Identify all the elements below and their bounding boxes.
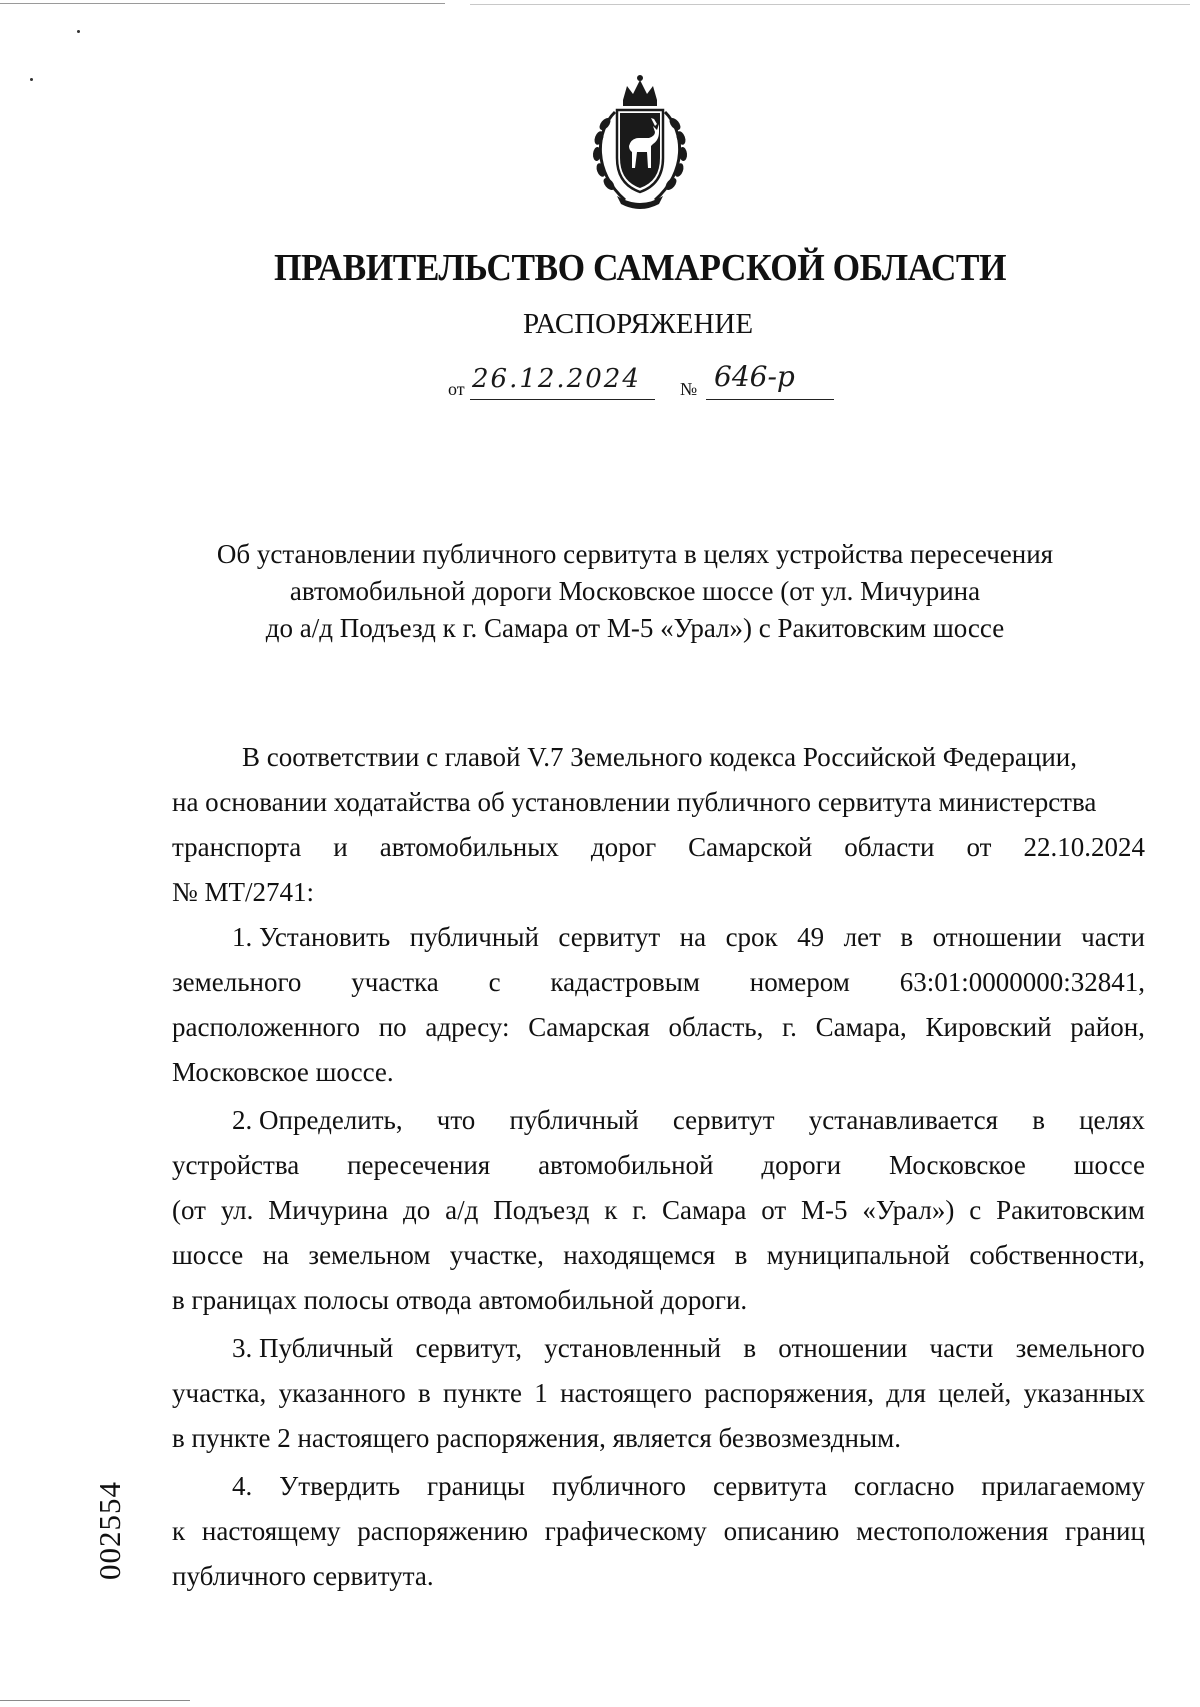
word: 1. Установить [232, 922, 391, 952]
word: распоряжения, [704, 1378, 874, 1408]
subject-line: до а/д Подъезд к г. Самара от М-5 «Урал») с Ракитовским шоссе [265, 613, 1005, 643]
text-line: публичного сервитута. [172, 1561, 434, 1591]
text-line [172, 1509, 1145, 1554]
word: что [436, 1105, 476, 1135]
word: настоящему [201, 1516, 341, 1546]
word: шоссе [1073, 1150, 1145, 1180]
word: публичный [509, 1105, 639, 1135]
word: установленный [544, 1333, 722, 1363]
word: Самарской [688, 832, 813, 862]
word: до [403, 1195, 431, 1225]
word: дорог [590, 832, 657, 862]
word: указанного [278, 1378, 406, 1408]
word: 49 [797, 922, 825, 952]
word: к [172, 1516, 186, 1546]
word: 3. Публичный [232, 1333, 394, 1363]
word: по [378, 1012, 407, 1042]
scan-edge-top [0, 3, 445, 4]
word: транспорта [172, 832, 302, 862]
number-underline [706, 399, 834, 400]
word: г. [782, 1012, 797, 1042]
word: шоссе [172, 1240, 244, 1270]
word: на [679, 922, 707, 952]
word: участке, [449, 1240, 544, 1270]
word: устройства [172, 1150, 300, 1180]
scan-speck [77, 30, 80, 33]
handwritten-number: 646-р [714, 360, 795, 393]
text-line [172, 1464, 1145, 1509]
item-paragraph [172, 1326, 1145, 1461]
word: лет [843, 922, 881, 952]
word: границ [1065, 1516, 1145, 1546]
document-body [172, 735, 1145, 1599]
text-line: на основании ходатайства об установлении публичного сервитута министерства [172, 787, 1097, 817]
item-paragraph [172, 1098, 1145, 1323]
word: согласно [853, 1471, 955, 1501]
word: целей, [938, 1378, 1012, 1408]
word: автомобильной [538, 1150, 714, 1180]
scan-speck [30, 78, 33, 81]
word: автомобильных [379, 832, 559, 862]
word: Подъезд [493, 1195, 590, 1225]
date-number-line [448, 360, 848, 406]
date-underline [470, 399, 655, 400]
word: сервитута [712, 1471, 827, 1501]
word: (от [172, 1195, 206, 1225]
word: участка [351, 967, 439, 997]
word: участка, [172, 1378, 267, 1408]
text-line [172, 1098, 1145, 1143]
margin-registration-number: 002554 [92, 1481, 127, 1580]
text-line [172, 1233, 1145, 1278]
word: распоряжению [357, 1516, 528, 1546]
word: с [488, 967, 501, 997]
word: публичный [409, 922, 539, 952]
word: г. [632, 1195, 648, 1225]
word: для [886, 1378, 926, 1408]
word: Самара [661, 1195, 747, 1225]
word: Московское [889, 1150, 1026, 1180]
item-paragraph [172, 1464, 1145, 1599]
subject-line: Об установлении публичного сервитута в целях устройства пересечения [216, 539, 1054, 569]
text-line [172, 1188, 1145, 1233]
word: 22.10.2024 [1023, 832, 1145, 862]
word: пункте [443, 1378, 522, 1408]
word: «Урал») [862, 1195, 955, 1225]
text-line: Московское шоссе. [172, 1057, 394, 1087]
word: кадастровым [550, 967, 700, 997]
word: собственности, [969, 1240, 1145, 1270]
text-line: в границах полосы отвода автомобильной дороги. [172, 1285, 748, 1315]
word: пересечения [347, 1150, 491, 1180]
word: на [262, 1240, 290, 1270]
word: в [743, 1333, 757, 1363]
word: отношении [932, 922, 1062, 952]
word: 2. Определить, [232, 1105, 403, 1135]
number-prefix: № [680, 379, 698, 399]
word: области [844, 832, 935, 862]
word: адресу: [425, 1012, 510, 1042]
word: 1 [534, 1378, 548, 1408]
text-line: В соответствии с главой V.7 Земельного кодекса Российской Федерации, [242, 742, 1077, 772]
word: описанию [723, 1516, 840, 1546]
word: графическому [544, 1516, 707, 1546]
word: земельном [308, 1240, 431, 1270]
handwritten-date: 26.12.2024 [472, 364, 641, 394]
word: от [761, 1195, 787, 1225]
word: от [966, 832, 992, 862]
word: части [929, 1333, 994, 1363]
word: целях [1079, 1105, 1145, 1135]
government-title: ПРАВИТЕЛЬСТВО САМАРСКОЙ ОБЛАСТИ [273, 247, 1007, 289]
word: земельного [172, 967, 302, 997]
word: 63:01:0000000:32841, [899, 967, 1145, 997]
word: земельного [1015, 1333, 1145, 1363]
text-line [172, 1005, 1145, 1050]
word: к [604, 1195, 618, 1225]
word: прилагаемому [981, 1471, 1145, 1501]
word: и [333, 832, 348, 862]
text-line [172, 825, 1145, 870]
word: настоящего [560, 1378, 693, 1408]
samara-coat-of-arms-icon [577, 72, 703, 212]
text-line [172, 915, 1145, 960]
text-line: № МТ/2741: [172, 877, 315, 907]
text-line [172, 1371, 1145, 1416]
word: устанавливается [808, 1105, 999, 1135]
preamble-paragraph [172, 735, 1145, 915]
word: срок [725, 922, 778, 952]
scan-edge-top-right [470, 4, 1190, 5]
word: в [418, 1378, 431, 1408]
subject-line: автомобильной дороги Московское шоссе (от ул. Мичурина [289, 576, 981, 606]
word: указанных [1023, 1378, 1145, 1408]
word: район, [1070, 1012, 1145, 1042]
word: Ракитовским [996, 1195, 1145, 1225]
word: сервитут [672, 1105, 775, 1135]
word: Самара, [815, 1012, 907, 1042]
word: отношении [778, 1333, 908, 1363]
word: муниципальной [766, 1240, 950, 1270]
word: в [900, 922, 914, 952]
word: публичного [552, 1471, 687, 1501]
word: местоположения [856, 1516, 1049, 1546]
word: 4. [232, 1471, 253, 1501]
word: в [734, 1240, 748, 1270]
text-line [172, 1326, 1145, 1371]
item-paragraph [172, 915, 1145, 1095]
date-prefix: от [448, 379, 465, 399]
word: границы [427, 1471, 526, 1501]
word: Утвердить [279, 1471, 401, 1501]
scan-edge-bottom [0, 1700, 190, 1701]
word: а/д [445, 1195, 479, 1225]
text-line [172, 1143, 1145, 1188]
word: в [1032, 1105, 1045, 1135]
word: Мичурина [268, 1195, 389, 1225]
word: ул. [220, 1195, 254, 1225]
text-line: в пункте 2 настоящего распоряжения, является безвозмездным. [172, 1423, 901, 1453]
word: находящемся [563, 1240, 716, 1270]
document-type: РАСПОРЯЖЕНИЕ [522, 308, 754, 340]
word: сервитут [558, 922, 661, 952]
word: Самарская [528, 1012, 650, 1042]
word: части [1081, 922, 1145, 952]
word: дороги [761, 1150, 842, 1180]
word: М-5 [801, 1195, 848, 1225]
word: с [969, 1195, 982, 1225]
word: расположенного [172, 1012, 360, 1042]
word: сервитут, [415, 1333, 522, 1363]
word: Кировский [925, 1012, 1052, 1042]
word: номером [749, 967, 850, 997]
text-line [172, 960, 1145, 1005]
word: область, [668, 1012, 764, 1042]
document-subject [190, 536, 1080, 647]
